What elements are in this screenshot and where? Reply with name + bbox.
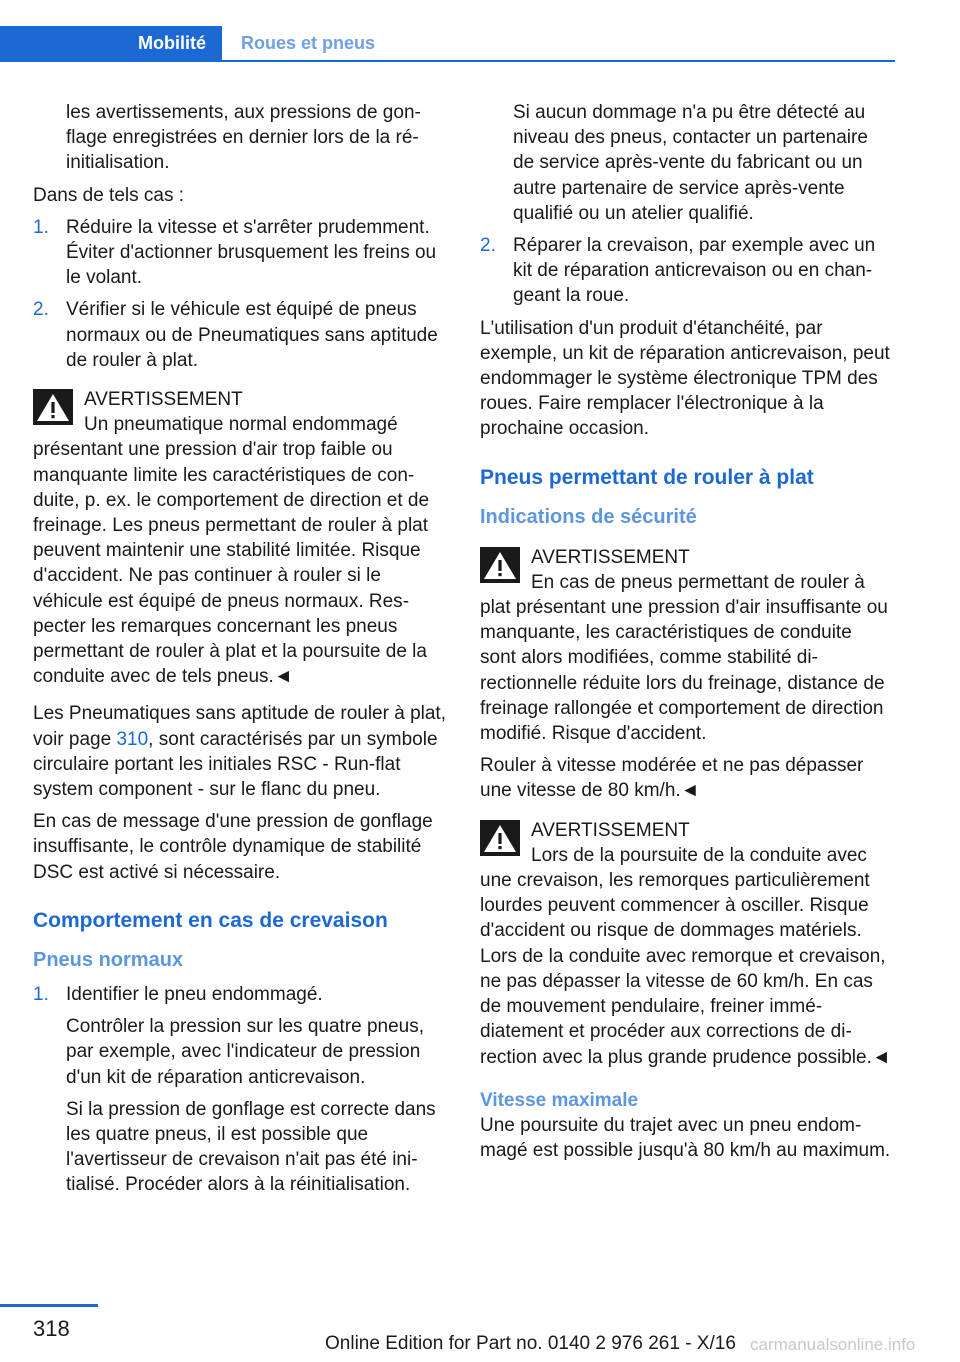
- repair-steps-list: [480, 233, 892, 309]
- step-number: 1.: [33, 983, 49, 1005]
- sealant-paragraph: L'utilisation d'un produit d'étanchéité, par exemple, un kit de réparation anticrevaison, peut endommager le système électronique TPM des roues. Faire remplacer l'électronique à la prochaine occasion.: [480, 317, 890, 440]
- right-column: [480, 100, 892, 1170]
- list-item: [33, 982, 451, 1198]
- rsc-text-before: Les Pneumatiques sans aptitude de rouler à plat, voir page: [33, 703, 446, 750]
- page-link-310[interactable]: 310: [116, 728, 149, 750]
- step-text: Réduire la vitesse et s'arrêter prudemment. Éviter d'actionner brusquement les freins ou le volant.: [66, 216, 437, 289]
- heading-max-speed: Vitesse maximale: [480, 1089, 639, 1111]
- warning-block-normal-tire: [33, 387, 451, 689]
- warning-title: AVERTISSEMENT: [531, 819, 690, 841]
- step1-continuation: Si aucun dommage n'a pu être détecté au niveau des pneus, contacter un partenaire de service après-vente du fabricant ou un autre partenaire de service après-vente qualifié ou un atelier qualifié.: [513, 102, 868, 224]
- warning-triangle-icon: [33, 389, 73, 425]
- page-header: [0, 26, 895, 62]
- intro-continuation: les avertissements, aux pressions de gonflage enregistrées en dernier lors de la réinitialisation.: [66, 102, 421, 174]
- warning-body: une crevaison, les remorques particulièrement lourdes peuvent commencer à osciller. Risque d'accident ou risque de dommages matériels. Lors de la conduite avec remorque et crevaison, ne pas dépasser la vitesse de 60 km/h. En cas de mouvement pendulaire, freiner immédiatement et procéder aux corrections de direction avec la plus grande prudence possible.◄: [480, 870, 891, 1068]
- max-speed-paragraph: Une poursuite du trajet avec un pneu endommagé est possible jusqu'à 80 km/h au maximum.: [480, 1114, 891, 1161]
- normal-tires-steps-list: [33, 982, 451, 1198]
- warning-body-2: Rouler à vitesse modérée et ne pas dépasser une vitesse de 80 km/h.◄: [480, 755, 864, 802]
- warning-triangle-icon: [480, 547, 520, 583]
- cases-label: Dans de tels cas :: [33, 184, 185, 206]
- warning-title: AVERTISSEMENT: [531, 546, 690, 568]
- list-item: [33, 297, 451, 373]
- rsc-paragraph: [33, 701, 451, 802]
- heading-safety-notes: Indications de sécurité: [480, 505, 697, 528]
- dsc-paragraph: En cas de message d'une pression de gonflage insuffisante, le contrôle dynamique de stabilité DSC est activé si nécessaire.: [33, 811, 433, 883]
- warning-block-run-flat: [480, 545, 892, 804]
- cases-steps-list: [33, 215, 451, 373]
- warning-first-line: Lors de la poursuite de la conduite avec: [531, 844, 867, 866]
- step-subtext: Si la pression de gonflage est correcte dans les quatre pneus, il est possible que l'avertisseur de crevaison n'ait pas été initialisé. Procéder alors à la réinitialisation.: [66, 1098, 436, 1196]
- warning-body: plat présentant une pression d'air insuffisante ou manquante, les caractéristiques de conduite sont alors modifiées, comme stabilité directionnelle réduite lors du freinage, distance de freinage rallongée et comportement de direction modifié. Risque d'accident.: [480, 597, 888, 745]
- page-number: 318: [33, 1316, 70, 1341]
- heading-flat-tire-behavior: Comportement en cas de crevaison: [33, 908, 388, 932]
- list-item: [33, 215, 451, 291]
- step-text: Réparer la crevaison, par exemple avec un kit de réparation anticrevaison ou en changeant la roue.: [513, 235, 876, 307]
- section-tab-mobilite[interactable]: Mobilité: [0, 26, 222, 60]
- list-item: [480, 233, 892, 309]
- warning-first-line: Un pneumatique normal endommagé: [84, 414, 398, 436]
- warning-body: présentant une pression d'air trop faible ou manquante limite les caractéristiques de conduite, p. ex. le comportement de direction et de freinage. Les pneus permettant de rouler à plat peuvent maintenir une stabilité limitée. Risque d'accident. Ne pas continuer à rouler si le véhicule est équipé de pneus normaux. Respecter les remarques concernant les pneus permettant de rouler à plat et la poursuite de la conduite avec de tels pneus.◄: [33, 439, 430, 688]
- header-divider: [0, 60, 895, 62]
- step-number: 2.: [33, 299, 49, 321]
- heading-normal-tires: Pneus normaux: [33, 948, 184, 971]
- warning-block-trailer: [480, 818, 892, 1070]
- left-column: [33, 100, 451, 1205]
- footer-divider: [0, 1304, 98, 1307]
- step-number: 2.: [480, 235, 496, 257]
- step-number: 1.: [33, 216, 49, 238]
- rsc-text-after: , sont caractérisés par un symbole circulaire portant les initiales RSC - Run-flat system component - sur le flanc du pneu.: [33, 728, 438, 801]
- step-text: Vérifier si le véhicule est équipé de pneus normaux ou de Pneumatiques sans aptitude de rouler à plat.: [66, 299, 438, 371]
- watermark: carmanualsonline.info: [750, 1335, 916, 1354]
- heading-run-flat-tires: Pneus permettant de rouler à plat: [480, 465, 814, 489]
- edition-note: Online Edition for Part no. 0140 2 976 261 - X/16: [325, 1333, 736, 1354]
- step-text: Identifier le pneu endommagé.: [66, 983, 323, 1005]
- warning-triangle-icon: [480, 820, 520, 856]
- step-subtext: Contrôler la pression sur les quatre pneus, par exemple, avec l'indicateur de pression d'un kit de réparation anticrevaison.: [66, 1016, 425, 1088]
- subsection-tab-roues-et-pneus[interactable]: Roues et pneus: [241, 33, 376, 53]
- warning-first-line: En cas de pneus permettant de rouler à: [531, 571, 865, 593]
- warning-title: AVERTISSEMENT: [84, 389, 243, 411]
